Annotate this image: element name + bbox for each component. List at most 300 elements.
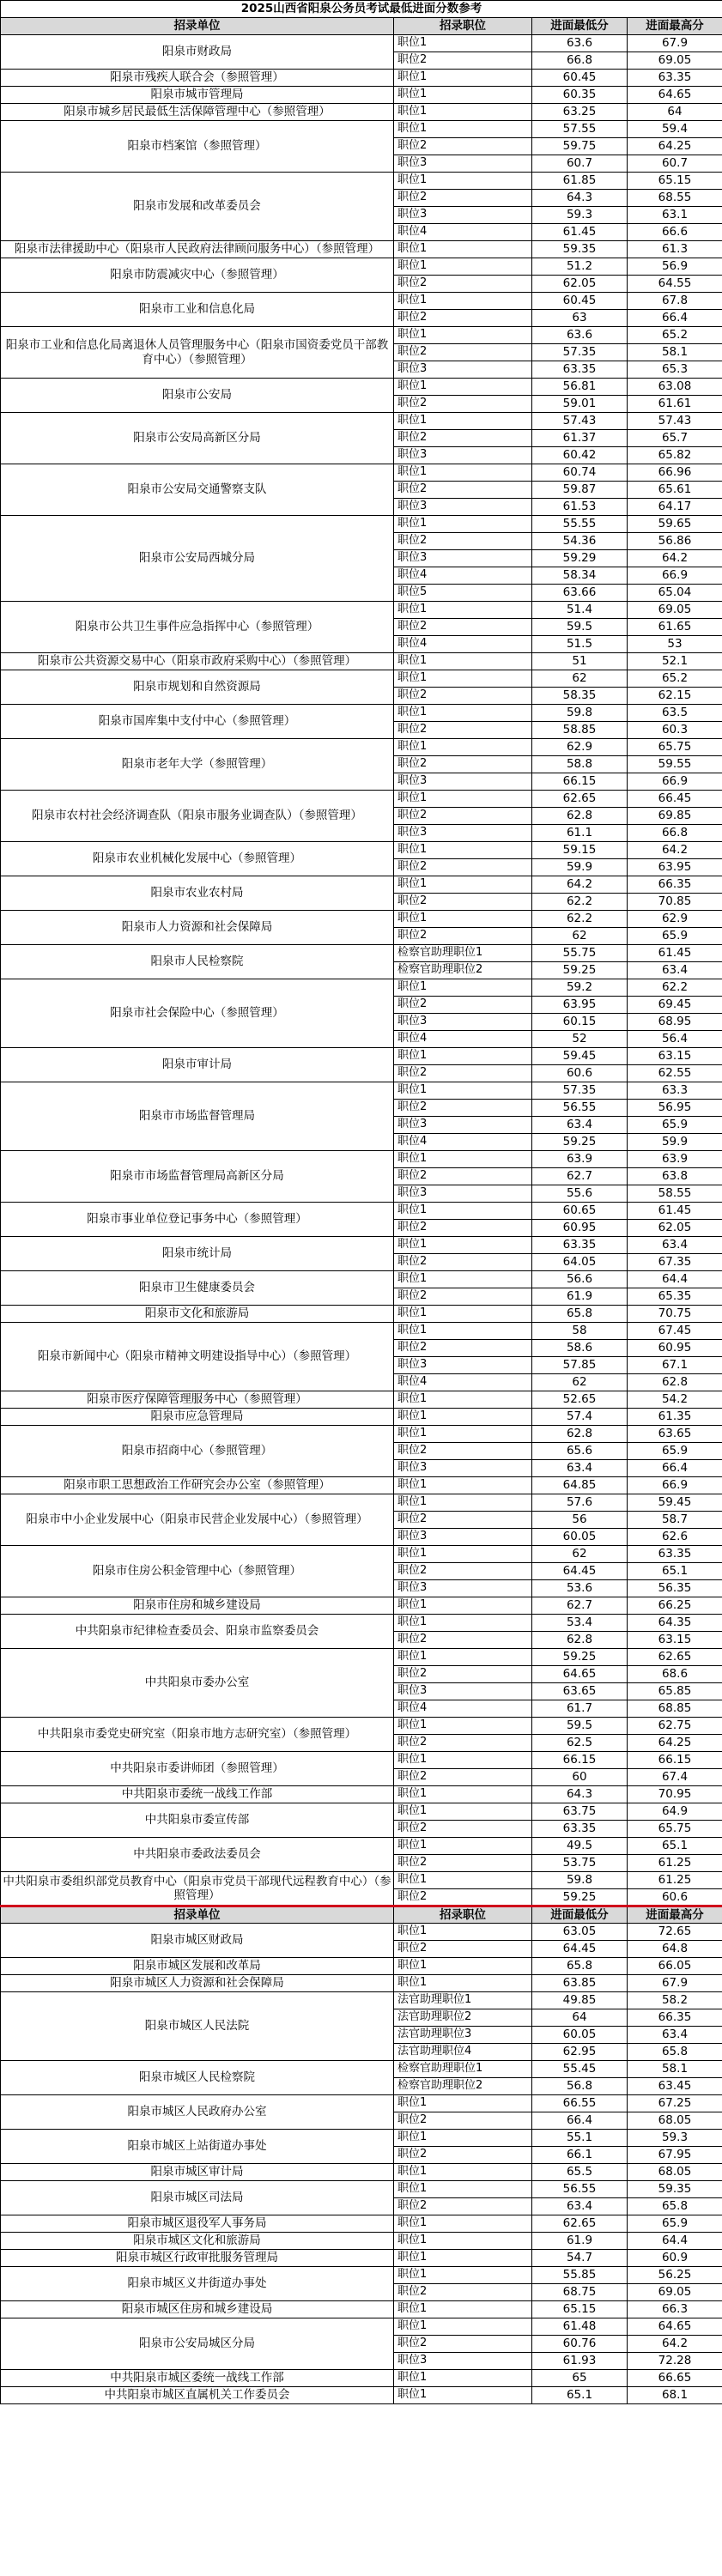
unit-name: 阳泉市公安局交通警察支队 — [1, 464, 394, 516]
max-score: 60.3 — [628, 722, 722, 739]
max-score: 63.5 — [628, 705, 722, 722]
position-name: 职位1 — [394, 705, 532, 722]
table-row — [1, 2301, 722, 2318]
table-row — [1, 2095, 722, 2112]
max-score: 64.2 — [628, 550, 722, 567]
max-score: 63.45 — [628, 2078, 722, 2095]
position-name: 职位2 — [394, 344, 532, 361]
min-score: 64.3 — [532, 1786, 628, 1803]
position-name: 职位2 — [394, 1288, 532, 1306]
unit-name: 阳泉市防震减灾中心（参照管理） — [1, 258, 394, 293]
min-score: 59.8 — [532, 705, 628, 722]
position-name: 职位2 — [394, 1340, 532, 1357]
position-name: 职位2 — [394, 1821, 532, 1838]
table-row — [1, 241, 722, 258]
position-name: 检察官助理职位2 — [394, 2078, 532, 2095]
max-score: 72.28 — [628, 2353, 722, 2370]
position-name: 职位1 — [394, 1615, 532, 1632]
min-score: 59.01 — [532, 396, 628, 413]
position-name: 职位2 — [394, 859, 532, 876]
min-score: 58.34 — [532, 567, 628, 585]
max-score: 68.1 — [628, 2387, 722, 2404]
min-score: 56 — [532, 1512, 628, 1529]
unit-name: 阳泉市住房公积金管理中心（参照管理） — [1, 1546, 394, 1597]
max-score: 58.2 — [628, 1992, 722, 2009]
max-score: 60.7 — [628, 155, 722, 173]
score-table-body — [1, 1, 722, 2404]
position-name: 职位2 — [394, 808, 532, 825]
table-row — [1, 258, 722, 276]
table-row — [1, 2164, 722, 2181]
min-score: 60 — [532, 1769, 628, 1786]
min-score: 55.1 — [532, 2130, 628, 2147]
max-score: 66.4 — [628, 1460, 722, 1477]
position-name: 职位1 — [394, 293, 532, 310]
unit-name: 阳泉市公安局城区分局 — [1, 2318, 394, 2370]
table-row — [1, 2250, 722, 2267]
table-row — [1, 1237, 722, 1254]
position-name: 职位3 — [394, 207, 532, 224]
max-score: 64.9 — [628, 1803, 722, 1821]
position-name: 职位1 — [394, 1975, 532, 1992]
position-name: 职位1 — [394, 1546, 532, 1563]
unit-name: 阳泉市公安局 — [1, 379, 394, 413]
position-name: 职位1 — [394, 2233, 532, 2250]
min-score: 53.75 — [532, 1855, 628, 1872]
min-score: 56.8 — [532, 2078, 628, 2095]
table-row — [1, 87, 722, 104]
position-name: 职位1 — [394, 121, 532, 138]
max-score: 66.9 — [628, 567, 722, 585]
max-score: 56.86 — [628, 533, 722, 550]
position-name: 法官助理职位4 — [394, 2044, 532, 2061]
unit-name: 阳泉市城乡居民最低生活保障管理中心（参照管理） — [1, 104, 394, 121]
max-score: 63.35 — [628, 1546, 722, 1563]
min-score: 52 — [532, 1031, 628, 1048]
max-score: 62.6 — [628, 1529, 722, 1546]
min-score: 63.4 — [532, 1460, 628, 1477]
max-score: 63.15 — [628, 1632, 722, 1649]
position-name: 职位2 — [394, 2284, 532, 2301]
max-score: 59.4 — [628, 121, 722, 138]
unit-name: 阳泉市档案馆（参照管理） — [1, 121, 394, 173]
position-name: 职位1 — [394, 1323, 532, 1340]
min-score: 61.9 — [532, 1288, 628, 1306]
max-score: 65.8 — [628, 2198, 722, 2215]
unit-name: 阳泉市城区人民法院 — [1, 1992, 394, 2061]
min-score: 62.95 — [532, 2044, 628, 2061]
min-score: 65.1 — [532, 2387, 628, 2404]
unit-name: 阳泉市卫生健康委员会 — [1, 1271, 394, 1306]
min-score: 65 — [532, 2370, 628, 2387]
header-row — [1, 1906, 722, 1924]
unit-name: 中共阳泉市委讲师团（参照管理） — [1, 1752, 394, 1786]
position-name: 职位2 — [394, 430, 532, 447]
position-name: 职位1 — [394, 2318, 532, 2336]
position-name: 职位1 — [394, 2164, 532, 2181]
table-row — [1, 739, 722, 756]
position-name: 职位3 — [394, 1460, 532, 1477]
position-name: 职位1 — [394, 1082, 532, 1100]
max-score: 67.35 — [628, 1254, 722, 1271]
min-score: 64 — [532, 2009, 628, 2027]
min-score: 54.36 — [532, 533, 628, 550]
max-score: 64.25 — [628, 1735, 722, 1752]
position-name: 职位2 — [394, 928, 532, 945]
min-score: 57.35 — [532, 1082, 628, 1100]
max-score: 65.9 — [628, 1117, 722, 1134]
position-name: 职位1 — [394, 1151, 532, 1168]
min-score: 56.6 — [532, 1271, 628, 1288]
table-row — [1, 413, 722, 430]
unit-name: 中共阳泉市委统一战线工作部 — [1, 1786, 394, 1803]
max-score: 63.3 — [628, 1082, 722, 1100]
position-name: 职位2 — [394, 482, 532, 499]
unit-name: 阳泉市城区人民检察院 — [1, 2061, 394, 2095]
max-score: 67.95 — [628, 2147, 722, 2164]
title-row — [1, 1, 722, 18]
max-score: 68.05 — [628, 2112, 722, 2130]
max-score: 65.82 — [628, 447, 722, 464]
min-score: 63.95 — [532, 997, 628, 1014]
min-score: 51.4 — [532, 602, 628, 619]
max-score: 60.6 — [628, 1889, 722, 1906]
max-score: 61.45 — [628, 1203, 722, 1220]
position-name: 职位3 — [394, 1185, 532, 1203]
unit-name: 阳泉市城区退役军人事务局 — [1, 2215, 394, 2233]
max-score: 62.2 — [628, 979, 722, 997]
min-score: 55.75 — [532, 945, 628, 962]
max-score: 64.2 — [628, 2336, 722, 2353]
position-name: 职位2 — [394, 1666, 532, 1683]
unit-name: 阳泉市公安局高新区分局 — [1, 413, 394, 464]
position-name: 职位1 — [394, 2181, 532, 2198]
position-name: 职位3 — [394, 1117, 532, 1134]
unit-name: 阳泉市文化和旅游局 — [1, 1306, 394, 1323]
max-score: 65.1 — [628, 1838, 722, 1855]
max-score: 65.8 — [628, 2044, 722, 2061]
min-score: 66.8 — [532, 52, 628, 70]
header-unit: 招录单位 — [1, 18, 394, 35]
max-score: 69.05 — [628, 2284, 722, 2301]
min-score: 66.15 — [532, 773, 628, 791]
min-score: 63.9 — [532, 1151, 628, 1168]
max-score: 65.75 — [628, 1821, 722, 1838]
unit-name: 阳泉市医疗保障管理服务中心（参照管理） — [1, 1391, 394, 1409]
unit-name: 阳泉市城区人民政府办公室 — [1, 2095, 394, 2130]
position-name: 职位2 — [394, 2336, 532, 2353]
max-score: 63.65 — [628, 1426, 722, 1443]
position-name: 职位1 — [394, 1958, 532, 1975]
position-name: 职位1 — [394, 842, 532, 859]
position-name: 职位3 — [394, 155, 532, 173]
position-name: 职位2 — [394, 756, 532, 773]
max-score: 70.75 — [628, 1306, 722, 1323]
min-score: 61.48 — [532, 2318, 628, 2336]
min-score: 57.4 — [532, 1409, 628, 1426]
min-score: 60.95 — [532, 1220, 628, 1237]
unit-name: 阳泉市人民检察院 — [1, 945, 394, 979]
position-name: 职位1 — [394, 2250, 532, 2267]
min-score: 59.87 — [532, 482, 628, 499]
position-name: 职位3 — [394, 2353, 532, 2370]
max-score: 57.43 — [628, 413, 722, 430]
position-name: 职位3 — [394, 499, 532, 516]
position-name: 职位2 — [394, 1563, 532, 1580]
position-name: 职位1 — [394, 602, 532, 619]
position-name: 检察官助理职位1 — [394, 945, 532, 962]
max-score: 63.08 — [628, 379, 722, 396]
min-score: 57.43 — [532, 413, 628, 430]
min-score: 49.85 — [532, 1992, 628, 2009]
position-name: 职位1 — [394, 1426, 532, 1443]
max-score: 63.95 — [628, 859, 722, 876]
max-score: 63.4 — [628, 1237, 722, 1254]
unit-name: 阳泉市农村社会经济调查队（阳泉市服务业调查队）（参照管理） — [1, 791, 394, 842]
max-score: 67.4 — [628, 1769, 722, 1786]
unit-name: 阳泉市工业和信息化局离退休人员管理服务中心（阳泉市国资委党员干部教育中心）（参照管理） — [1, 327, 394, 379]
unit-name: 阳泉市职工思想政治工作研究会办公室（参照管理） — [1, 1477, 394, 1494]
min-score: 55.55 — [532, 516, 628, 533]
position-name: 职位3 — [394, 447, 532, 464]
table-row — [1, 1426, 722, 1443]
position-name: 职位2 — [394, 138, 532, 155]
max-score: 61.35 — [628, 1409, 722, 1426]
table-row — [1, 1409, 722, 1426]
max-score: 69.05 — [628, 602, 722, 619]
min-score: 61.1 — [532, 825, 628, 842]
min-score: 61.45 — [532, 224, 628, 241]
max-score: 59.9 — [628, 1134, 722, 1151]
position-name: 职位2 — [394, 1941, 532, 1958]
position-name: 法官助理职位1 — [394, 1992, 532, 2009]
max-score: 63.1 — [628, 207, 722, 224]
max-score: 64.65 — [628, 87, 722, 104]
min-score: 62.8 — [532, 1426, 628, 1443]
max-score: 62.8 — [628, 1374, 722, 1391]
min-score: 60.7 — [532, 155, 628, 173]
unit-name: 阳泉市城区行政审批服务管理局 — [1, 2250, 394, 2267]
max-score: 64.65 — [628, 2318, 722, 2336]
position-name: 职位2 — [394, 688, 532, 705]
min-score: 63.25 — [532, 104, 628, 121]
max-score: 66.96 — [628, 464, 722, 482]
position-name: 职位1 — [394, 1203, 532, 1220]
min-score: 59.25 — [532, 1649, 628, 1666]
unit-name: 阳泉市城区人力资源和社会保障局 — [1, 1975, 394, 1992]
min-score: 64.05 — [532, 1254, 628, 1271]
unit-name: 阳泉市市场监督管理局 — [1, 1082, 394, 1151]
unit-name: 阳泉市城区上站街道办事处 — [1, 2130, 394, 2164]
position-name: 职位2 — [394, 310, 532, 327]
unit-name: 阳泉市城区审计局 — [1, 2164, 394, 2181]
min-score: 63.6 — [532, 35, 628, 52]
min-score: 56.55 — [532, 2181, 628, 2198]
max-score: 66.65 — [628, 2370, 722, 2387]
max-score: 62.75 — [628, 1718, 722, 1735]
min-score: 60.05 — [532, 1529, 628, 1546]
position-name: 职位2 — [394, 1632, 532, 1649]
header-max-score: 进面最高分 — [628, 1906, 722, 1924]
max-score: 65.15 — [628, 173, 722, 190]
min-score: 66.55 — [532, 2095, 628, 2112]
min-score: 63.4 — [532, 2198, 628, 2215]
position-name: 职位2 — [394, 2198, 532, 2215]
header-min-score: 进面最低分 — [532, 1906, 628, 1924]
min-score: 58 — [532, 1323, 628, 1340]
max-score: 64.25 — [628, 138, 722, 155]
unit-name: 阳泉市法律援助中心（阳泉市人民政府法律顾问服务中心）（参照管理） — [1, 241, 394, 258]
table-row — [1, 2233, 722, 2250]
max-score: 61.65 — [628, 619, 722, 636]
max-score: 67.9 — [628, 35, 722, 52]
min-score: 62.65 — [532, 2215, 628, 2233]
position-name: 职位5 — [394, 585, 532, 602]
max-score: 64.55 — [628, 276, 722, 293]
table-row — [1, 1924, 722, 1941]
min-score: 57.6 — [532, 1494, 628, 1512]
position-name: 职位1 — [394, 1718, 532, 1735]
position-name: 职位2 — [394, 2112, 532, 2130]
max-score: 54.2 — [628, 1391, 722, 1409]
min-score: 59.25 — [532, 962, 628, 979]
table-row — [1, 2370, 722, 2387]
max-score: 60.9 — [628, 2250, 722, 2267]
position-name: 职位1 — [394, 173, 532, 190]
max-score: 65.75 — [628, 739, 722, 756]
unit-name: 阳泉市公共资源交易中心（阳泉市政府采购中心）（参照管理） — [1, 653, 394, 670]
min-score: 62.2 — [532, 894, 628, 911]
position-name: 职位1 — [394, 791, 532, 808]
position-name: 职位1 — [394, 2370, 532, 2387]
table-row — [1, 1752, 722, 1769]
min-score: 63.35 — [532, 1821, 628, 1838]
min-score: 60.65 — [532, 1203, 628, 1220]
max-score: 53 — [628, 636, 722, 653]
position-name: 职位3 — [394, 1580, 532, 1597]
position-name: 职位2 — [394, 1065, 532, 1082]
header-position: 招录职位 — [394, 18, 532, 35]
max-score: 63.8 — [628, 1168, 722, 1185]
position-name: 职位1 — [394, 1924, 532, 1941]
max-score: 67.8 — [628, 293, 722, 310]
max-score: 72.65 — [628, 1924, 722, 1941]
table-row — [1, 945, 722, 962]
min-score: 60.45 — [532, 70, 628, 87]
table-row — [1, 1151, 722, 1168]
max-score: 61.61 — [628, 396, 722, 413]
position-name: 职位3 — [394, 825, 532, 842]
position-name: 职位2 — [394, 1855, 532, 1872]
position-name: 职位1 — [394, 1409, 532, 1426]
table-row — [1, 1391, 722, 1409]
max-score: 63.4 — [628, 2027, 722, 2044]
position-name: 职位2 — [394, 722, 532, 739]
min-score: 62 — [532, 1546, 628, 1563]
max-score: 66.9 — [628, 1477, 722, 1494]
table-row — [1, 1323, 722, 1340]
position-name: 职位1 — [394, 70, 532, 87]
min-score: 63.66 — [532, 585, 628, 602]
position-name: 职位1 — [394, 1752, 532, 1769]
min-score: 61.53 — [532, 499, 628, 516]
min-score: 53.6 — [532, 1580, 628, 1597]
min-score: 60.76 — [532, 2336, 628, 2353]
min-score: 68.75 — [532, 2284, 628, 2301]
position-name: 职位1 — [394, 379, 532, 396]
unit-name: 阳泉市规划和自然资源局 — [1, 670, 394, 705]
position-name: 职位3 — [394, 773, 532, 791]
table-row — [1, 911, 722, 928]
min-score: 64.3 — [532, 190, 628, 207]
table-row — [1, 2130, 722, 2147]
position-name: 职位2 — [394, 894, 532, 911]
max-score: 68.85 — [628, 1700, 722, 1718]
min-score: 60.35 — [532, 87, 628, 104]
table-row — [1, 516, 722, 533]
table-row — [1, 1975, 722, 1992]
position-name: 职位2 — [394, 1100, 532, 1117]
position-name: 职位2 — [394, 1220, 532, 1237]
min-score: 57.55 — [532, 121, 628, 138]
header-unit: 招录单位 — [1, 1906, 394, 1924]
position-name: 职位1 — [394, 653, 532, 670]
unit-name: 阳泉市审计局 — [1, 1048, 394, 1082]
position-name: 职位1 — [394, 258, 532, 276]
max-score: 70.95 — [628, 1786, 722, 1803]
table-row — [1, 979, 722, 997]
unit-name: 阳泉市中小企业发展中心（阳泉市民营企业发展中心）（参照管理） — [1, 1494, 394, 1546]
header-min-score: 进面最低分 — [532, 18, 628, 35]
table-row — [1, 1271, 722, 1288]
unit-name: 阳泉市国库集中支付中心（参照管理） — [1, 705, 394, 739]
unit-name: 阳泉市公安局西城分局 — [1, 516, 394, 602]
position-name: 职位3 — [394, 550, 532, 567]
max-score: 69.05 — [628, 52, 722, 70]
min-score: 62.05 — [532, 276, 628, 293]
unit-name: 阳泉市城区文化和旅游局 — [1, 2233, 394, 2250]
min-score: 61.7 — [532, 1700, 628, 1718]
position-name: 职位2 — [394, 1889, 532, 1906]
min-score: 64.45 — [532, 1941, 628, 1958]
max-score: 68.95 — [628, 1014, 722, 1031]
position-name: 职位2 — [394, 533, 532, 550]
max-score: 62.55 — [628, 1065, 722, 1082]
unit-name: 阳泉市招商中心（参照管理） — [1, 1426, 394, 1477]
unit-name: 阳泉市农业机械化发展中心（参照管理） — [1, 842, 394, 876]
max-score: 65.9 — [628, 1443, 722, 1460]
position-name: 职位2 — [394, 276, 532, 293]
max-score: 65.7 — [628, 430, 722, 447]
min-score: 59.2 — [532, 979, 628, 997]
min-score: 60.05 — [532, 2027, 628, 2044]
position-name: 职位1 — [394, 1803, 532, 1821]
table-row — [1, 602, 722, 619]
min-score: 60.6 — [532, 1065, 628, 1082]
unit-name: 阳泉市城区财政局 — [1, 1924, 394, 1958]
position-name: 职位2 — [394, 1254, 532, 1271]
position-name: 职位2 — [394, 190, 532, 207]
unit-name: 阳泉市发展和改革委员会 — [1, 173, 394, 241]
max-score: 56.25 — [628, 2267, 722, 2284]
min-score: 62 — [532, 928, 628, 945]
position-name: 职位1 — [394, 1597, 532, 1615]
max-score: 67.45 — [628, 1323, 722, 1340]
position-name: 职位1 — [394, 2301, 532, 2318]
header-position: 招录职位 — [394, 1906, 532, 1924]
min-score: 60.74 — [532, 464, 628, 482]
max-score: 63.35 — [628, 70, 722, 87]
